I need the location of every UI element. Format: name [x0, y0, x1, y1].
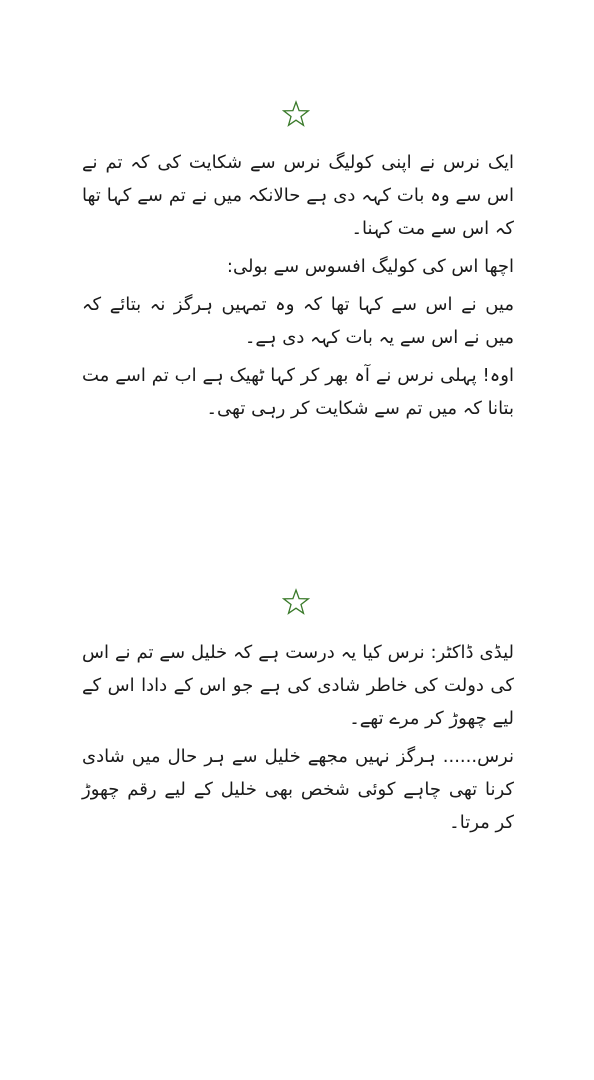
joke2-paragraph-2: نرس...... ہرگز نہیں مجھے خلیل سے ہر حال میں شادی کرنا تھی چاہے کوئی شخص بھی خلیل کے لیے رقم چھوڑ کر مرتا۔ [82, 746, 514, 833]
joke1-paragraph-2: اچھا اس کی کولیگ افسوس سے بولی: [226, 256, 514, 277]
star-outline-icon [282, 588, 310, 616]
joke-section-2 [82, 636, 514, 839]
joke1-paragraph-4: اوہ! پہلی نرس نے آہ بھر کر کہا ٹھیک ہے اب تم اسے مت بتانا کہ میں تم سے شکایت کر رہی تھی۔ [82, 365, 514, 419]
star-outline-icon [282, 100, 310, 128]
joke2-paragraph-1: لیڈی ڈاکٹر: نرس کیا یہ درست ہے کہ خلیل سے تم نے اس کی دولت کی خاطر شادی کی ہے جو اس کے دادا اس کے لیے چھوڑ کر مرے تھے۔ [82, 642, 514, 729]
joke-section-1 [82, 146, 514, 425]
joke1-paragraph-3: میں نے اس سے کہا تھا کہ وہ تمہیں ہرگز نہ بتائے کہ میں نے اس سے یہ بات کہہ دی ہے۔ [82, 294, 514, 348]
joke1-paragraph-1: ایک نرس نے اپنی کولیگ نرس سے شکایت کی کہ تم نے اس سے وہ بات کہہ دی ہے حالانکہ میں نے تم سے کہا تھا کہ اس سے مت کہنا۔ [82, 152, 514, 239]
